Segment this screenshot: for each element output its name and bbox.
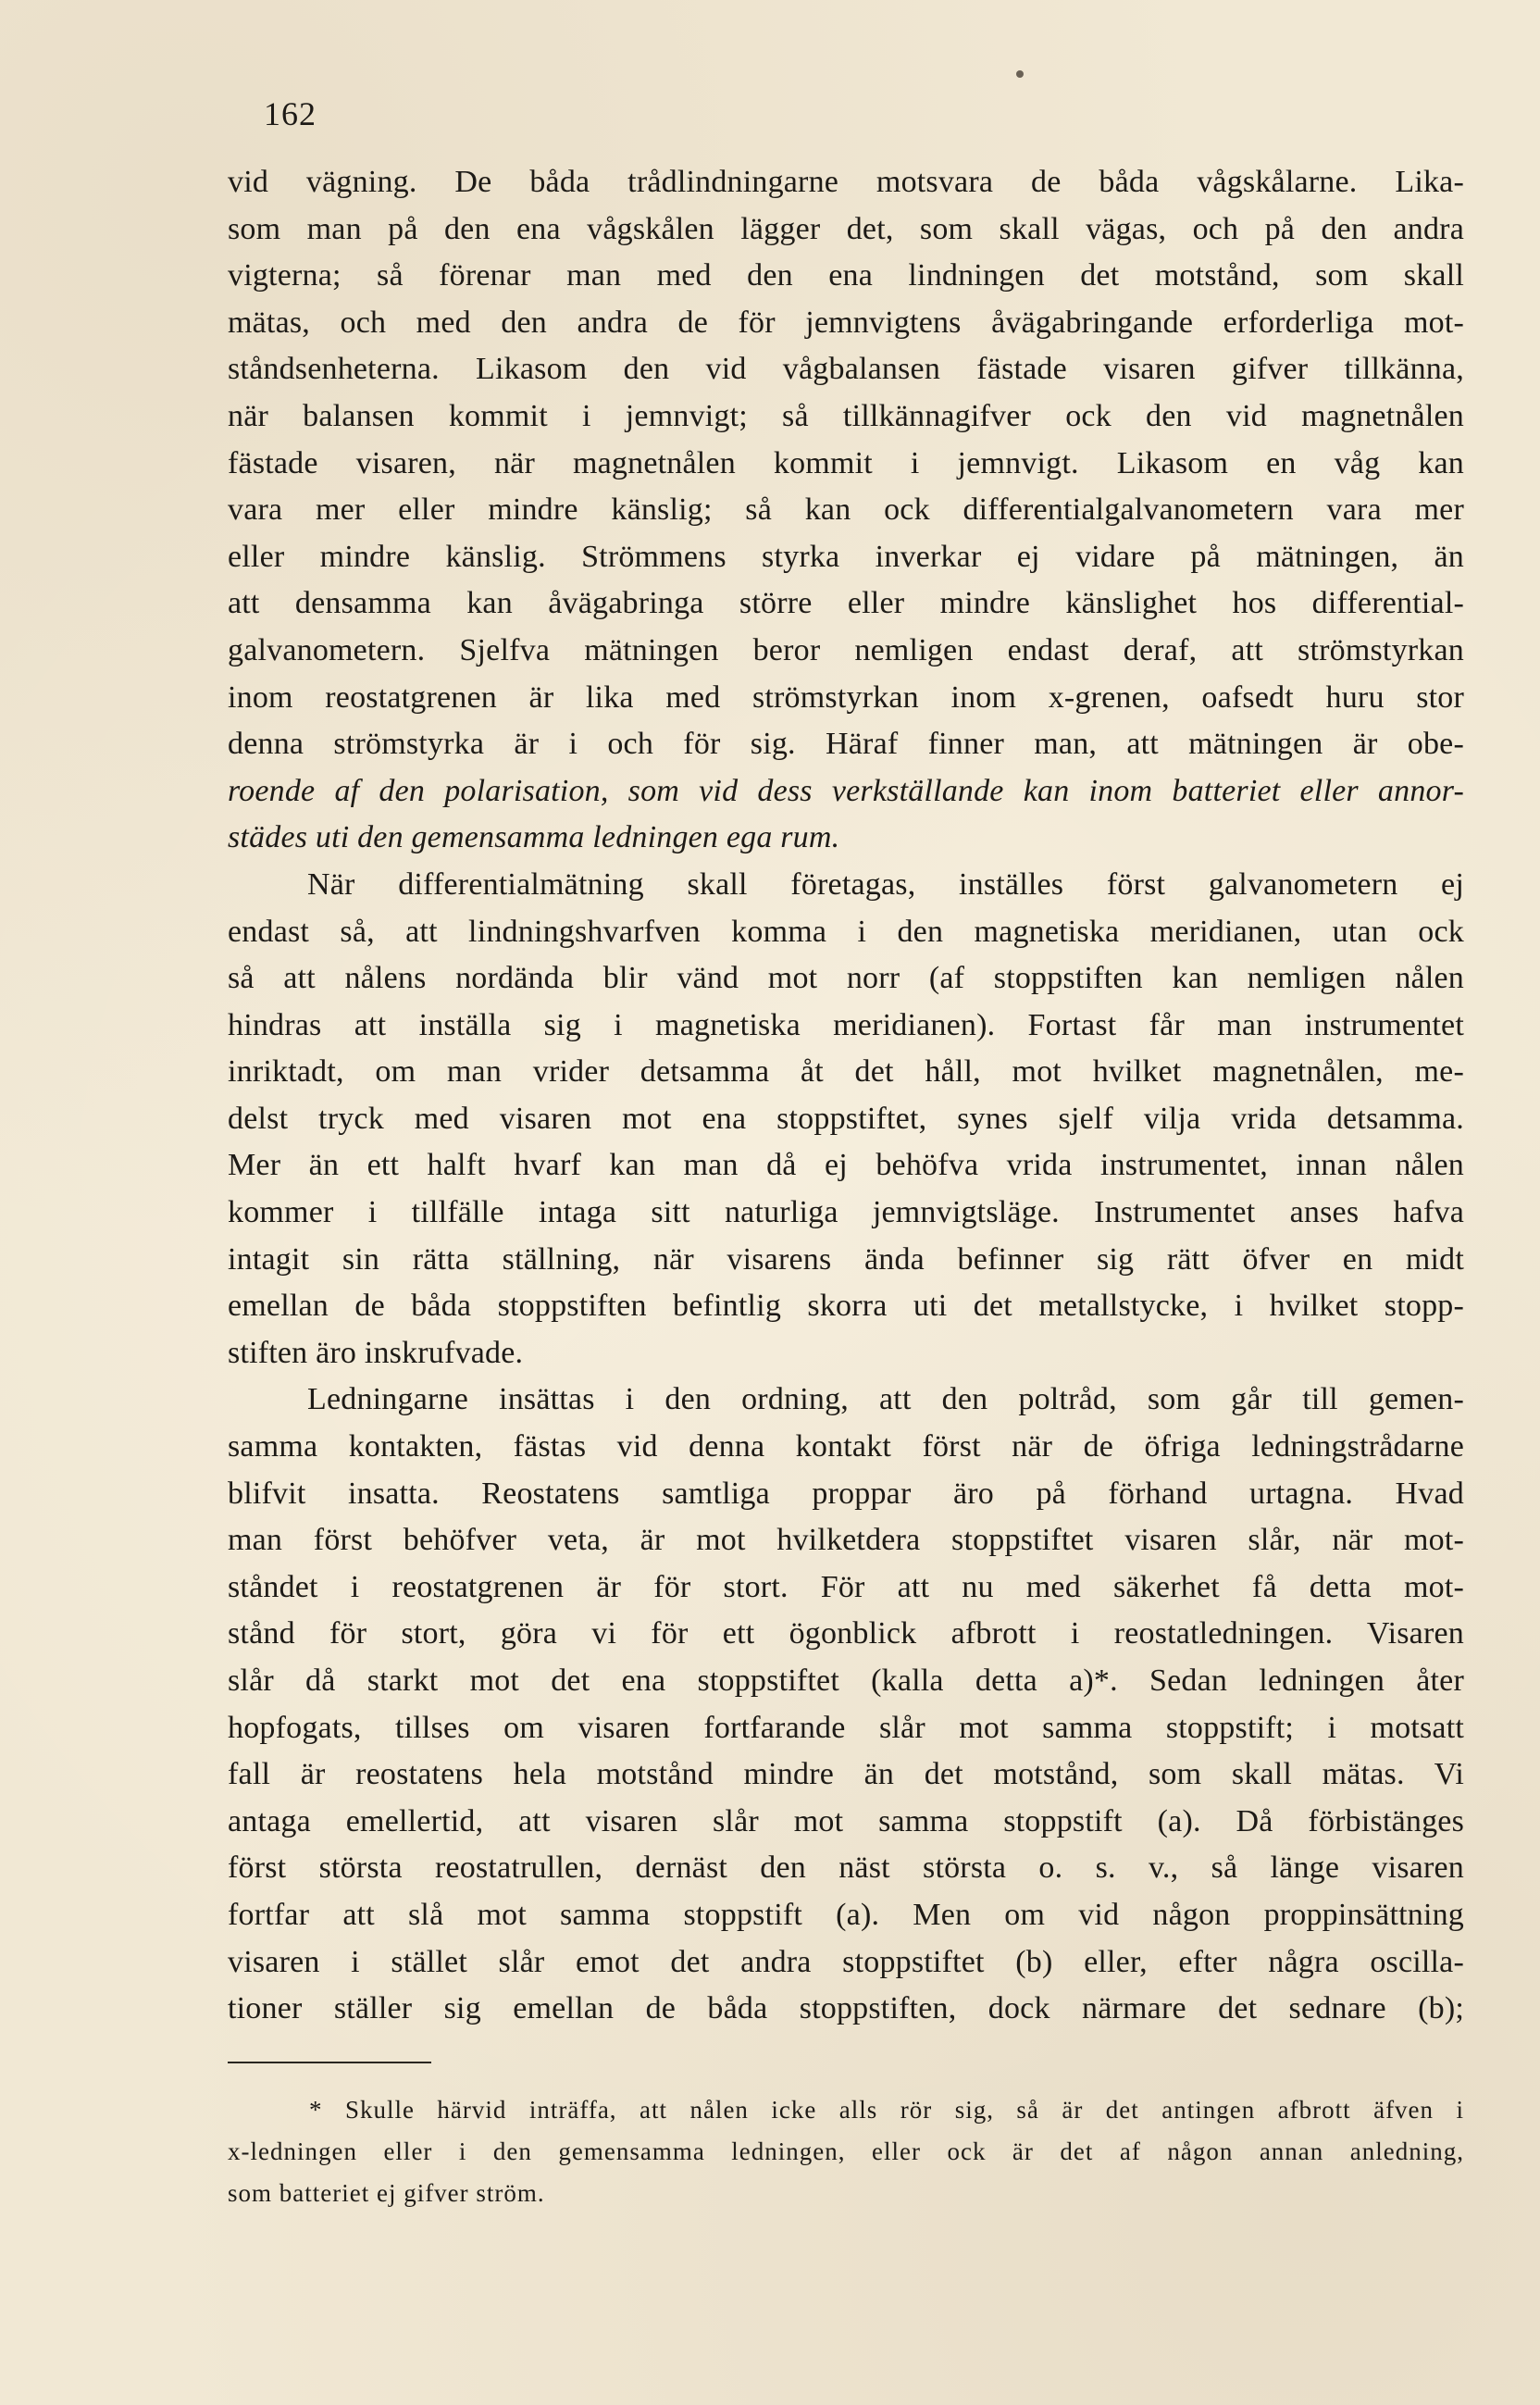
text-line: stånd för stort, göra vi för ett ögonblick afbrott i reostatledningen. Visaren <box>228 1616 1464 1651</box>
text-line: antaga emellertid, att visaren slår mot samma stoppstift (a). Då förbistänges <box>228 1803 1464 1838</box>
text-line: samma kontakten, fästas vid denna kontakt först när de öfriga ledningstrådarne <box>228 1429 1464 1464</box>
paragraph-2 <box>228 862 1464 1377</box>
text-line: blifvit insatta. Reostatens samtliga proppar äro på förhand urtagna. Hvad <box>228 1476 1464 1511</box>
body-text <box>228 159 1464 2033</box>
footnote-divider <box>228 2062 431 2063</box>
text-line: som man på den ena vågskålen lägger det, som skall vägas, och på den andra <box>228 211 1464 246</box>
text-line: inriktadt, om man vrider detsamma åt det håll, mot hvilket magnetnålen, me- <box>228 1054 1464 1090</box>
text-line: inom reostatgrenen är lika med strömstyrkan inom x-grenen, oafsedt huru stor <box>228 679 1464 715</box>
italic-text-line: städes uti den gemensamma ledningen ega rum. <box>228 820 840 855</box>
text-line: galvanometern. Sjelfva mätningen beror nemligen endast deraf, att strömstyrkan <box>228 632 1464 667</box>
text-line: delst tryck med visaren mot ena stoppstiftet, synes sjelf vilja vrida detsamma. <box>228 1101 1464 1136</box>
italic-text-line: roende af den polarisation, som vid dess verkställande kan inom batteriet eller annor- <box>228 773 1464 808</box>
text-line: tioner ställer sig emellan de båda stoppstiften, dock närmare det sednare (b); <box>228 1991 1464 2026</box>
text-line: När differentialmätning skall företagas, inställes först galvanometern ej <box>307 866 1464 902</box>
text-line: emellan de båda stoppstiften befintlig skorra uti det metallstycke, i hvilket stopp- <box>228 1289 1464 1324</box>
text-line: hindras att inställa sig i magnetiska meridianen). Fortast får man instrumentet <box>228 1007 1464 1042</box>
paragraph-1 <box>228 159 1464 862</box>
text-line: ståndet i reostatgrenen är för stort. För att nu med säkerhet få detta mot- <box>228 1569 1464 1604</box>
text-line: när balansen kommit i jemnvigt; så tillkännagifver ock den vid magnetnålen <box>228 398 1464 433</box>
page-number: 162 <box>264 95 317 132</box>
text-line: fästade visaren, när magnetnålen kommit i jemnvigt. Likasom en våg kan <box>228 445 1464 480</box>
footnote-line: som batteriet ej gifver ström. <box>228 2179 545 2207</box>
text-line: så att nålens nordända blir vänd mot norr (af stoppstiften kan nemligen nålen <box>228 961 1464 996</box>
text-line: vigterna; så förenar man med den ena lindningen det motstånd, som skall <box>228 258 1464 293</box>
text-line: fall är reostatens hela motstånd mindre än det motstånd, som skall mätas. Vi <box>228 1757 1464 1792</box>
text-line: Ledningarne insättas i den ordning, att den poltråd, som går till gemen- <box>307 1382 1464 1417</box>
text-line: stiften äro inskrufvade. <box>228 1335 524 1370</box>
text-line: denna strömstyrka är i och för sig. Häraf finner man, att mätningen är obe- <box>228 727 1464 762</box>
text-line: Mer än ett halft hvarf kan man då ej behöfva vrida instrumentet, innan nålen <box>228 1148 1464 1183</box>
paragraph-3 <box>228 1377 1464 2032</box>
text-line: endast så, att lindningshvarfven komma i den magnetiska meridianen, utan ock <box>228 914 1464 949</box>
text-line: kommer i tillfälle intaga sitt naturliga jemnvigtsläge. Instrumentet anses hafva <box>228 1195 1464 1230</box>
text-line: hopfogats, tillses om visaren fortfarande slår mot samma stoppstift; i motsatt <box>228 1710 1464 1745</box>
footnote <box>228 2089 1464 2214</box>
text-line: intagit sin rätta ställning, när visarens ända befinner sig rätt öfver en midt <box>228 1241 1464 1277</box>
text-line: mätas, och med den andra de för jemnvigtens åvägabringande erforderliga mot- <box>228 305 1464 340</box>
text-line: man först behöfver veta, är mot hvilketdera stoppstiftet visaren slår, när mot- <box>228 1523 1464 1558</box>
text-line: att densamma kan åvägabringa större eller mindre känslighet hos differential- <box>228 586 1464 621</box>
text-line: ståndsenheterna. Likasom den vid vågbalansen fästade visaren gifver tillkänna, <box>228 352 1464 387</box>
text-line: först största reostatrullen, dernäst den näst största o. s. v., så länge visaren <box>228 1850 1464 1886</box>
text-line: eller mindre känslig. Strömmens styrka inverkar ej vidare på mätningen, än <box>228 539 1464 574</box>
ink-speck <box>1016 70 1024 78</box>
footnote-line: * Skulle härvid inträffa, att nålen icke alls rör sig, så är det antingen afbrott äfven i <box>309 2096 1464 2124</box>
text-line: vid vägning. De båda trådlindningarne motsvara de båda vågskålarne. Lika- <box>228 165 1464 199</box>
text-line: vara mer eller mindre känslig; så kan ock differentialgalvanometern vara mer <box>228 492 1464 528</box>
text-line: visaren i stället slår emot det andra stoppstiftet (b) eller, efter några oscilla- <box>228 1944 1464 1979</box>
text-line: fortfar att slå mot samma stoppstift (a). Men om vid någon proppinsättning <box>228 1897 1464 1932</box>
footnote-line: x-ledningen eller i den gemensamma ledningen, eller ock är det af någon annan anledning, <box>228 2137 1464 2165</box>
text-line: slår då starkt mot det ena stoppstiftet (kalla detta a)*. Sedan ledningen åter <box>228 1664 1464 1698</box>
